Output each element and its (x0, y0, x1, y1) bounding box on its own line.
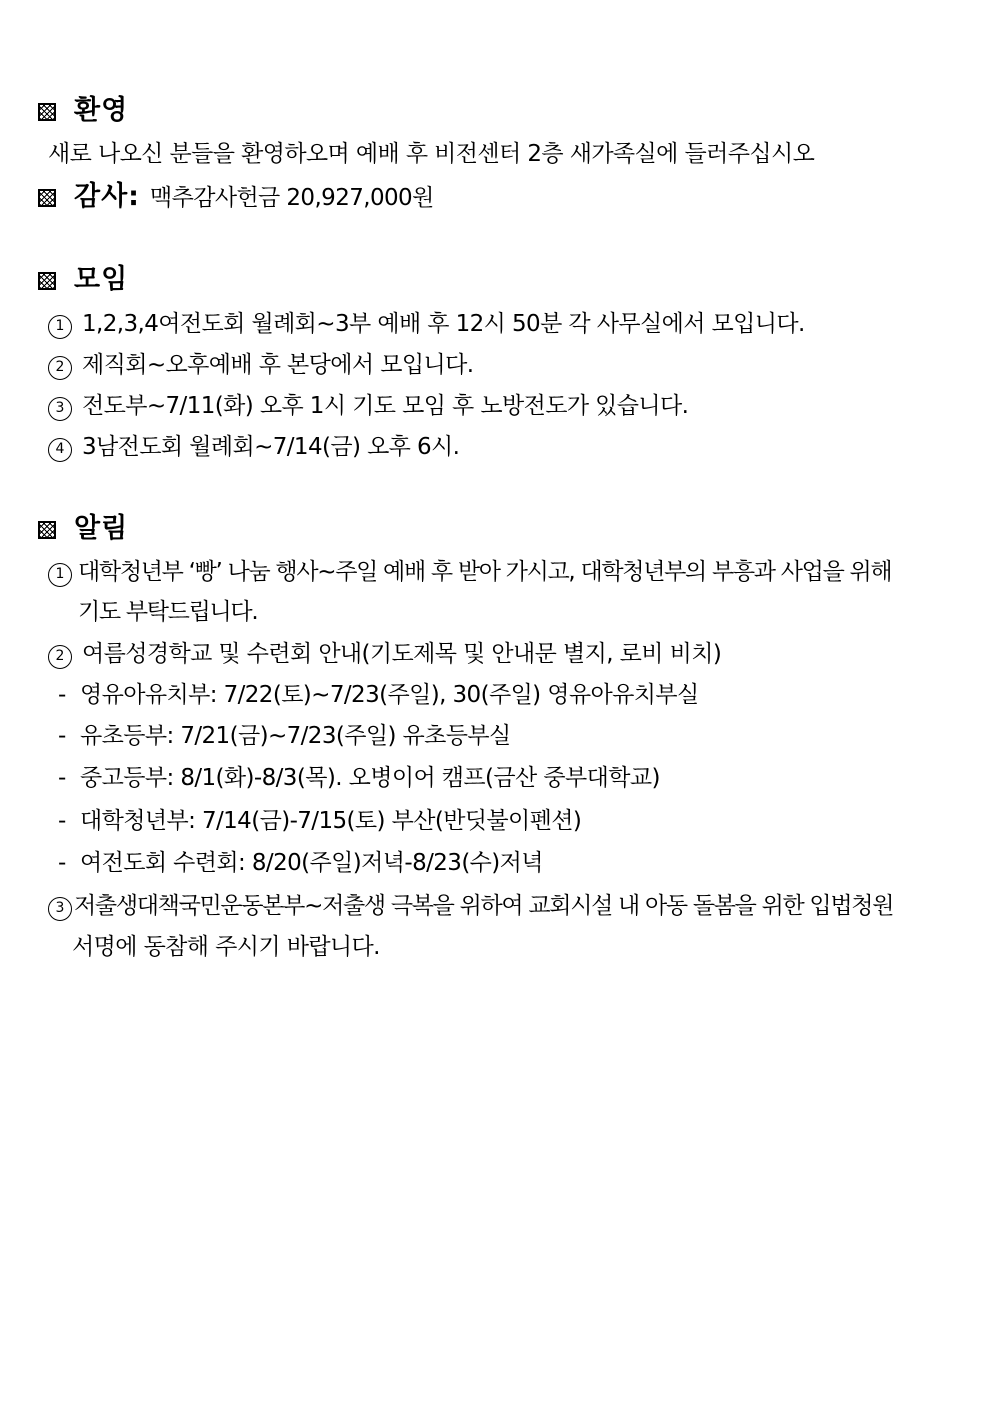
circled-number: 4 (48, 438, 72, 462)
welcome-title: 환영 (74, 95, 129, 126)
meeting-item-text: 3남전도회 월례회~7/14(금) 오후 6시. (82, 434, 460, 460)
meeting-item (48, 432, 459, 462)
meeting-item-text: 제직회~오후예배 후 본당에서 모입니다. (82, 352, 474, 378)
notices-title: 알림 (74, 513, 129, 544)
meeting-item (48, 309, 805, 339)
notice-item (48, 557, 891, 587)
section-heading-welcome (38, 96, 128, 126)
notice-subitem: - 대학청년부: 7/14(금)-7/15(토) 부산(반딧불이펜션) (58, 808, 582, 834)
checkered-square-icon (38, 103, 56, 121)
notice-subitem: - 여전도회 수련회: 8/20(주일)저녁-8/23(수)저녁 (58, 850, 543, 876)
thanks-title: 감사: (74, 181, 140, 212)
circled-number: 3 (48, 897, 72, 921)
section-heading-meetings (38, 265, 128, 295)
notice-subitem: - 유초등부: 7/21(금)~7/23(주일) 유초등부실 (58, 723, 511, 749)
meeting-item (48, 350, 473, 380)
section-heading-thanks (38, 182, 434, 213)
notice-item (48, 639, 721, 669)
notice-subitem-text: 영유아유치부: 7/22(토)~7/23(주일), 30(주일) 영유아유치부실 (80, 682, 699, 708)
notice-item-continuation: 기도 부탁드립니다. (78, 599, 258, 625)
circled-number: 1 (48, 563, 72, 587)
circled-number: 2 (48, 356, 72, 380)
checkered-square-icon (38, 189, 56, 207)
notice-subitem: - 영유아유치부: 7/22(토)~7/23(주일), 30(주일) 영유아유치부실 (58, 682, 699, 708)
thanks-text: 맥추감사헌금 20,927,000원 (149, 185, 434, 211)
checkered-square-icon (38, 272, 56, 290)
notice-item-text: 대학청년부 ‘빵’ 나눔 행사~주일 예배 후 받아 가시고, 대학청년부의 부흥과 사업을 위해 (78, 559, 892, 585)
checkered-square-icon (38, 521, 56, 539)
notice-subitem-text: 대학청년부: 7/14(금)-7/15(토) 부산(반딧불이펜션) (80, 808, 582, 834)
notice-item-text: 저출생대책국민운동본부~저출생 극복을 위하여 교회시설 내 아동 돌봄을 위한 입법청원 (74, 893, 894, 919)
circled-number: 3 (48, 397, 72, 421)
notice-subitem-text: 중고등부: 8/1(화)-8/3(목). 오병이어 캠프(금산 중부대학교) (80, 765, 660, 791)
section-heading-notices (38, 514, 128, 544)
notice-subitem-text: 여전도회 수련회: 8/20(주일)저녁-8/23(수)저녁 (80, 850, 543, 876)
notice-subitem-text: 유초등부: 7/21(금)~7/23(주일) 유초등부실 (80, 723, 511, 749)
meeting-item-text: 1,2,3,4여전도회 월례회~3부 예배 후 12시 50분 각 사무실에서 모입니다. (82, 311, 805, 337)
circled-number: 2 (48, 645, 72, 669)
notice-subitem: - 중고등부: 8/1(화)-8/3(목). 오병이어 캠프(금산 중부대학교) (58, 765, 660, 791)
notice-item-continuation: 서명에 동참해 주시기 바랍니다. (72, 934, 380, 960)
notice-item-text: 여름성경학교 및 수련회 안내(기도제목 및 안내문 별지, 로비 비치) (82, 641, 722, 667)
meetings-title: 모임 (74, 264, 129, 295)
circled-number: 1 (48, 315, 72, 339)
notice-item (48, 891, 893, 921)
meeting-item (48, 391, 688, 421)
welcome-text: 새로 나오신 분들을 환영하오며 예배 후 비전센터 2층 새가족실에 들러주십시오 (48, 141, 815, 167)
meeting-item-text: 전도부~7/11(화) 오후 1시 기도 모임 후 노방전도가 있습니다. (82, 393, 689, 419)
